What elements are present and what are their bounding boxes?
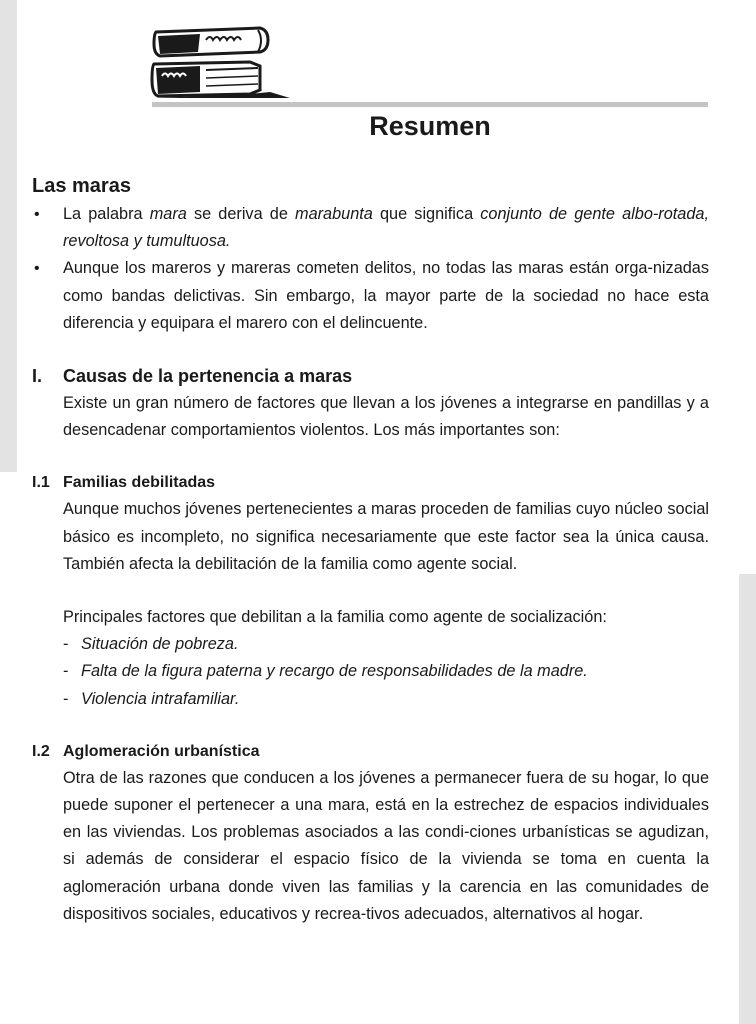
page-edge-right (739, 574, 756, 1024)
section-heading-aglomeracion: I.2 Aglomeración urbanística (32, 742, 260, 760)
factors-list (32, 631, 709, 713)
paragraph-aglomeracion: Otra de las razones que conducen a los jóvenes a permanecer fuera de su hogar, lo que puede suponer el pertenecer a una mara, está en la estrechez de espacios individuales en las viviendas. Los problemas asociados a las condi-ciones urbanísticas se agudizan, si además de considerar el espacio físico de la vivienda se toma en cuenta la aglomeración urbana donde viven las familias y la carencia en las comunidades de dispositivos sociales, educativos y recrea-tivos adecuados, alternativos al hogar. (63, 768, 709, 923)
section-heading-causas: I. Causas de la pertenencia a maras (32, 366, 353, 387)
paragraph-familias: Aunque muchos jóvenes pertenecientes a maras proceden de familias cuyo núcleo social básico es incompleto, no significa necesariamente que este factor sea la única causa. También afecta la debilitación de la familia como agente social. (63, 500, 709, 573)
bullet-icon: • (34, 260, 40, 278)
bullet-text: La palabra mara se deriva de marabunta que significa conjunto de gente albo-rotada, revoltosa y tumultuosa. (63, 205, 709, 251)
bullet-icon: • (34, 206, 40, 223)
document-body (32, 171, 709, 928)
list-item: - Situación de pobreza. (63, 635, 239, 654)
page-title: Resumen (369, 111, 491, 141)
stacked-books-icon (150, 18, 300, 100)
bullet-text: Aunque los mareros y mareras cometen delitos, no todas las maras están orga-nizadas como bandas delictivas. Sin embargo, la mayor parte de la sociedad no hace esta diferencia y equipara el marero con el delincuente. (63, 259, 709, 332)
list-item (32, 201, 709, 255)
page-edge-left (0, 0, 17, 472)
paragraph-factores-intro: Principales factores que debilitan a la familia como agente de socialización: (63, 608, 607, 627)
list-item: - Falta de la figura paterna y recargo de responsabilidades de la madre. (63, 662, 588, 681)
list-item: - Violencia intrafamiliar. (63, 689, 240, 708)
list-item (32, 255, 709, 337)
section-heading-las-maras: Las maras (32, 175, 131, 197)
header-rule (152, 102, 708, 107)
section-heading-familias: I.1 Familias debilitadas (32, 474, 216, 492)
intro-bullet-list (32, 201, 709, 337)
paragraph-causas: Existe un gran número de factores que llevan a los jóvenes a integrarse en pandillas y a desencadenar comportamientos violentos. Los más importantes son: (63, 394, 709, 440)
